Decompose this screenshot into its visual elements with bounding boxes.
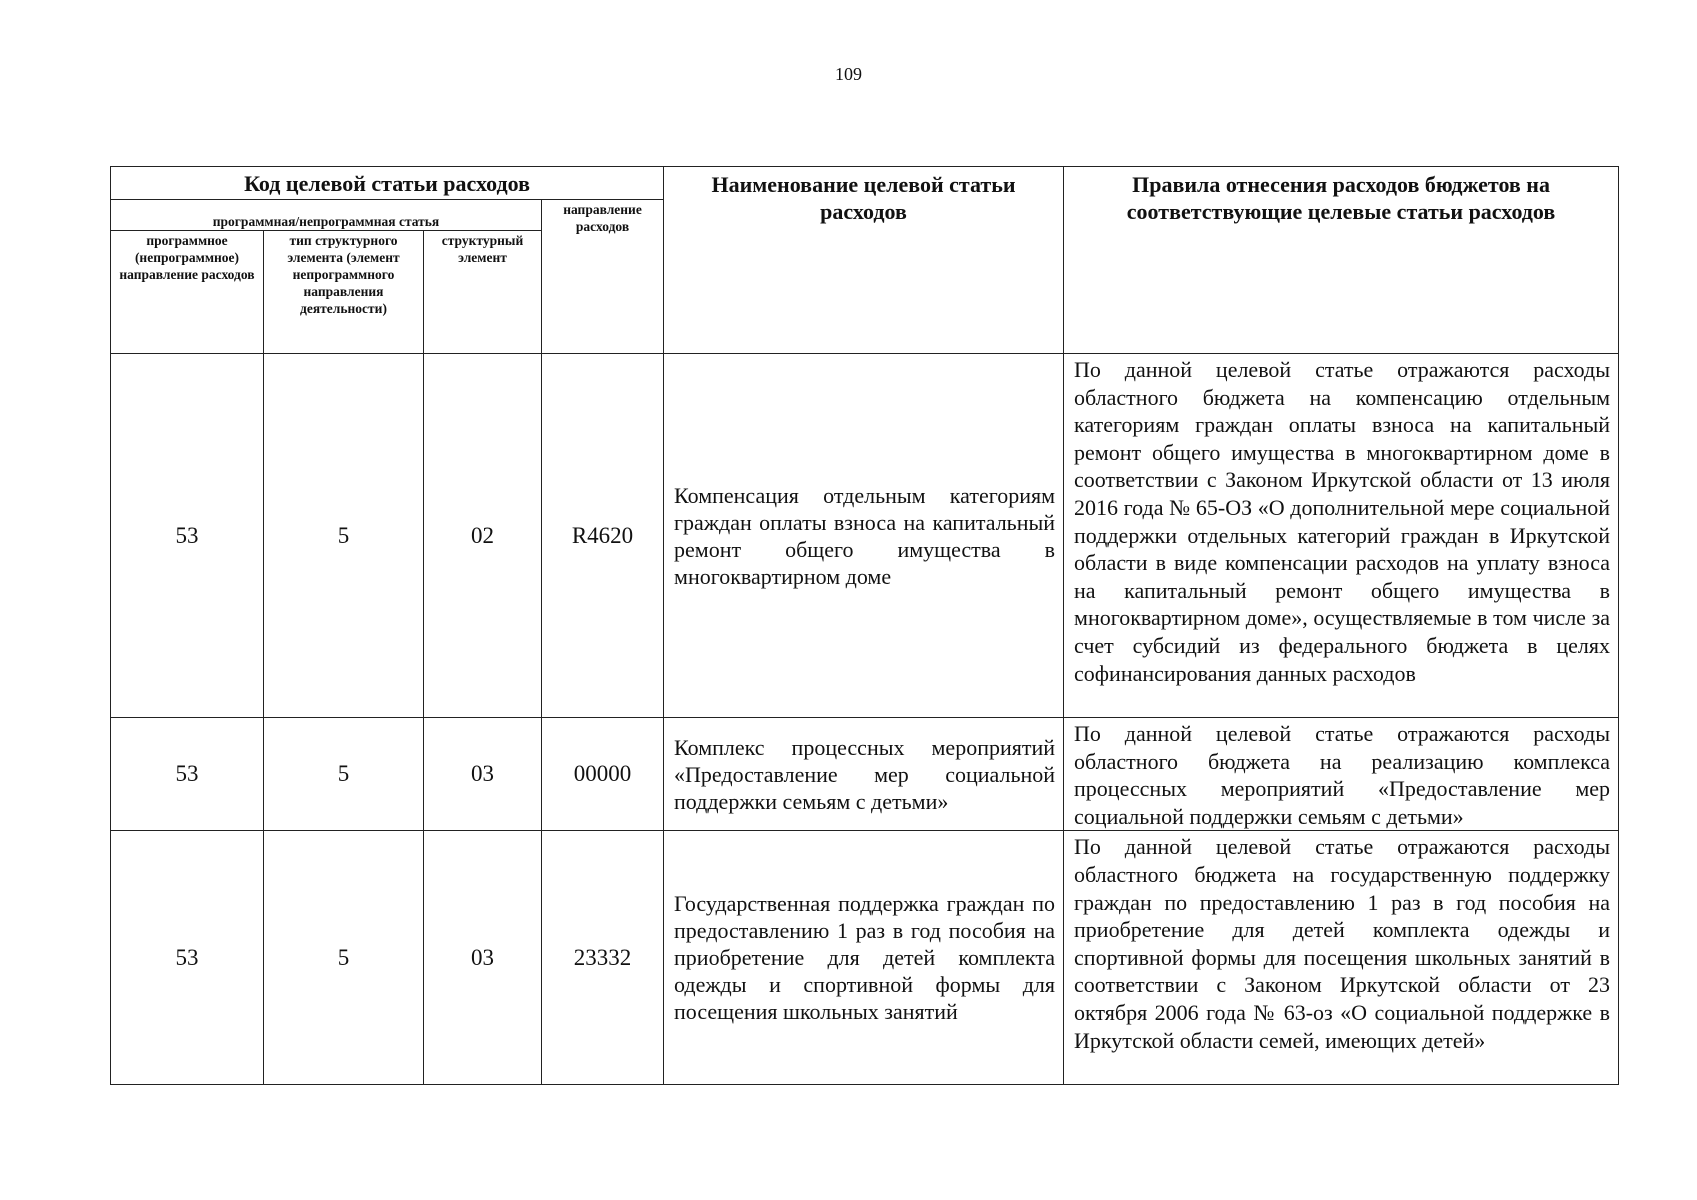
article-rule: По данной целевой статье отражаются расходы областного бюджета на компенсацию отдельным категориям граждан оплаты взноса на капитальный ремонт общего имущества в многоквартирном доме в соответствии с Законом Иркутской области от 13 июля 2016 года № 65-ОЗ «О дополнительной мере социальной поддержки отдельных категорий граждан в Иркутской области в виде компенсации расходов на уплату взноса на капитальный ремонт общего имущества в многоквартирном доме», осуществляемые в том числе за счет субсидий из федерального бюджета в целях софинансирования данных расходов xyxy=(1064,354,1619,718)
article-rule: По данной целевой статье отражаются расходы областного бюджета на реализацию комплекса процессных мероприятий «Предоставление мер социальной поддержки семьям с детьми» xyxy=(1064,718,1619,831)
name-header: Наименование целевой статьи расходов xyxy=(664,167,1064,354)
program-code: 53 xyxy=(111,718,264,831)
table-row xyxy=(111,831,1619,1085)
structural-element-header: структурный элемент xyxy=(424,231,542,354)
article-name: Государственная поддержка граждан по предоставлению 1 раз в год пособия на приобретение для детей комплекта одежды и спортивной формы для посещения школьных занятий xyxy=(664,831,1064,1085)
code-header: Код целевой статьи расходов xyxy=(111,167,664,200)
budget-classification-table xyxy=(110,166,1619,1085)
article-name: Компенсация отдельным категориям граждан оплаты взноса на капитальный ремонт общего имущества в многоквартирном доме xyxy=(664,354,1064,718)
program-direction-header: программное (непрограммное) направление расходов xyxy=(111,231,264,354)
type-code: 5 xyxy=(264,718,424,831)
element-code: 03 xyxy=(424,831,542,1085)
element-code: 03 xyxy=(424,718,542,831)
program-article-header: программная/непрограммная статья xyxy=(111,200,542,231)
program-code: 53 xyxy=(111,831,264,1085)
direction-header: направление расходов xyxy=(542,200,664,354)
type-code: 5 xyxy=(264,354,424,718)
type-code: 5 xyxy=(264,831,424,1085)
article-name: Комплекс процессных мероприятий «Предоставление мер социальной поддержки семьям с детьми» xyxy=(664,718,1064,831)
page-number: 109 xyxy=(835,64,862,84)
table-row xyxy=(111,354,1619,718)
direction-code: 00000 xyxy=(542,718,664,831)
direction-code: 23332 xyxy=(542,831,664,1085)
program-code: 53 xyxy=(111,354,264,718)
direction-code: R4620 xyxy=(542,354,664,718)
article-rule: По данной целевой статье отражаются расходы областного бюджета на государственную поддержку граждан по предоставлению 1 раз в год пособия на приобретение для детей комплекта одежды и спортивной формы для посещения школьных занятий в соответствии с Законом Иркутской области от 23 октября 2006 года № 63-оз «О социальной поддержке в Иркутской области семей, имеющих детей» xyxy=(1064,831,1619,1085)
element-code: 02 xyxy=(424,354,542,718)
rules-header: Правила отнесения расходов бюджетов на соответствующие целевые статьи расходов xyxy=(1064,167,1619,354)
table-row xyxy=(111,718,1619,831)
element-type-header: тип структурного элемента (элемент непрограммного направления деятельности) xyxy=(264,231,424,354)
